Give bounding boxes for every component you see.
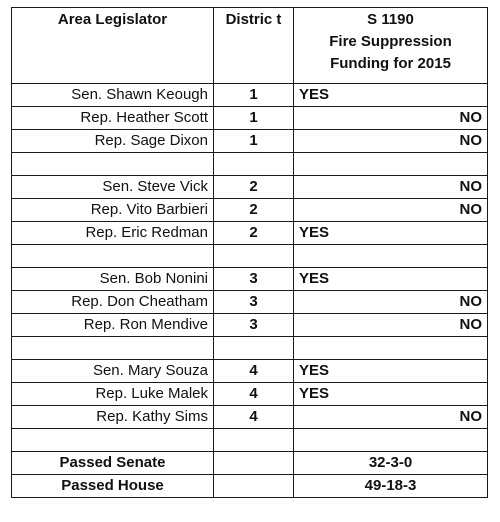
legislator-name: Rep. Vito Barbieri	[12, 199, 214, 222]
legislator-name: Sen. Shawn Keough	[12, 84, 214, 107]
empty-cell	[214, 245, 294, 268]
vote-cell	[294, 314, 488, 337]
vote-cell	[294, 406, 488, 429]
legislator-row	[12, 84, 488, 107]
vote-yes: YES	[299, 86, 330, 103]
legislator-row	[12, 130, 488, 153]
legislator-name: Sen. Mary Souza	[12, 360, 214, 383]
legislator-row	[12, 222, 488, 245]
empty-cell	[294, 153, 488, 176]
vote-cell	[294, 199, 488, 222]
summary-empty-cell	[214, 475, 294, 498]
bill-column-header	[294, 8, 488, 84]
legislator-name: Rep. Heather Scott	[12, 107, 214, 130]
district-number: 2	[214, 199, 294, 222]
empty-cell	[12, 337, 214, 360]
spacer-row	[12, 429, 488, 452]
summary-empty-cell	[214, 452, 294, 475]
vote-no: NO	[459, 408, 482, 425]
district-column-header: Distric t	[214, 8, 294, 84]
district-number: 2	[214, 222, 294, 245]
vote-cell	[294, 360, 488, 383]
legislator-name: Rep. Kathy Sims	[12, 406, 214, 429]
summary-row	[12, 452, 488, 475]
district-number: 3	[214, 268, 294, 291]
vote-cell	[294, 268, 488, 291]
district-number: 1	[214, 107, 294, 130]
table-header	[12, 8, 488, 84]
vote-no: NO	[459, 178, 482, 195]
empty-cell	[294, 337, 488, 360]
vote-cell	[294, 291, 488, 314]
legislator-row	[12, 268, 488, 291]
empty-cell	[12, 153, 214, 176]
district-number: 4	[214, 406, 294, 429]
summary-result: 32-3-0	[294, 452, 488, 475]
legislator-row	[12, 360, 488, 383]
vote-cell	[294, 383, 488, 406]
summary-result: 49-18-3	[294, 475, 488, 498]
vote-yes: YES	[299, 362, 330, 379]
bill-title-line-2: Funding for 2015	[330, 55, 451, 72]
district-number: 4	[214, 360, 294, 383]
empty-cell	[214, 153, 294, 176]
legislator-name: Rep. Luke Malek	[12, 383, 214, 406]
legislator-name: Sen. Steve Vick	[12, 176, 214, 199]
bill-number: S 1190	[367, 11, 414, 28]
vote-cell	[294, 176, 488, 199]
spacer-row	[12, 153, 488, 176]
district-number: 1	[214, 130, 294, 153]
legislator-row	[12, 107, 488, 130]
legislator-name: Rep. Don Cheatham	[12, 291, 214, 314]
legislator-name: Rep. Eric Redman	[12, 222, 214, 245]
vote-yes: YES	[299, 224, 330, 241]
legislator-column-header: Area Legislator	[12, 8, 214, 84]
district-number: 3	[214, 314, 294, 337]
vote-no: NO	[459, 109, 482, 126]
vote-no: NO	[459, 293, 482, 310]
legislator-row	[12, 291, 488, 314]
legislator-name: Rep. Sage Dixon	[12, 130, 214, 153]
vote-cell	[294, 222, 488, 245]
empty-cell	[294, 429, 488, 452]
summary-rows	[12, 452, 488, 498]
legislator-name: Sen. Bob Nonini	[12, 268, 214, 291]
vote-cell	[294, 84, 488, 107]
vote-cell	[294, 107, 488, 130]
empty-cell	[214, 429, 294, 452]
empty-cell	[294, 245, 488, 268]
district-number: 3	[214, 291, 294, 314]
vote-yes: YES	[299, 385, 330, 402]
bill-title-line-1: Fire Suppression	[329, 33, 452, 50]
legislator-row	[12, 314, 488, 337]
header-row	[12, 8, 488, 84]
vote-table	[11, 7, 488, 498]
legislator-row	[12, 383, 488, 406]
summary-label: Passed House	[12, 475, 214, 498]
legislator-row	[12, 199, 488, 222]
legislator-row	[12, 176, 488, 199]
district-number: 2	[214, 176, 294, 199]
empty-cell	[12, 245, 214, 268]
spacer-row	[12, 245, 488, 268]
vote-rows	[12, 84, 488, 452]
legislator-row	[12, 406, 488, 429]
vote-no: NO	[459, 201, 482, 218]
vote-yes: YES	[299, 270, 330, 287]
district-number: 4	[214, 383, 294, 406]
district-number: 1	[214, 84, 294, 107]
vote-no: NO	[459, 316, 482, 333]
vote-cell	[294, 130, 488, 153]
empty-cell	[214, 337, 294, 360]
legislator-name: Rep. Ron Mendive	[12, 314, 214, 337]
summary-row	[12, 475, 488, 498]
vote-no: NO	[459, 132, 482, 149]
summary-label: Passed Senate	[12, 452, 214, 475]
spacer-row	[12, 337, 488, 360]
empty-cell	[12, 429, 214, 452]
